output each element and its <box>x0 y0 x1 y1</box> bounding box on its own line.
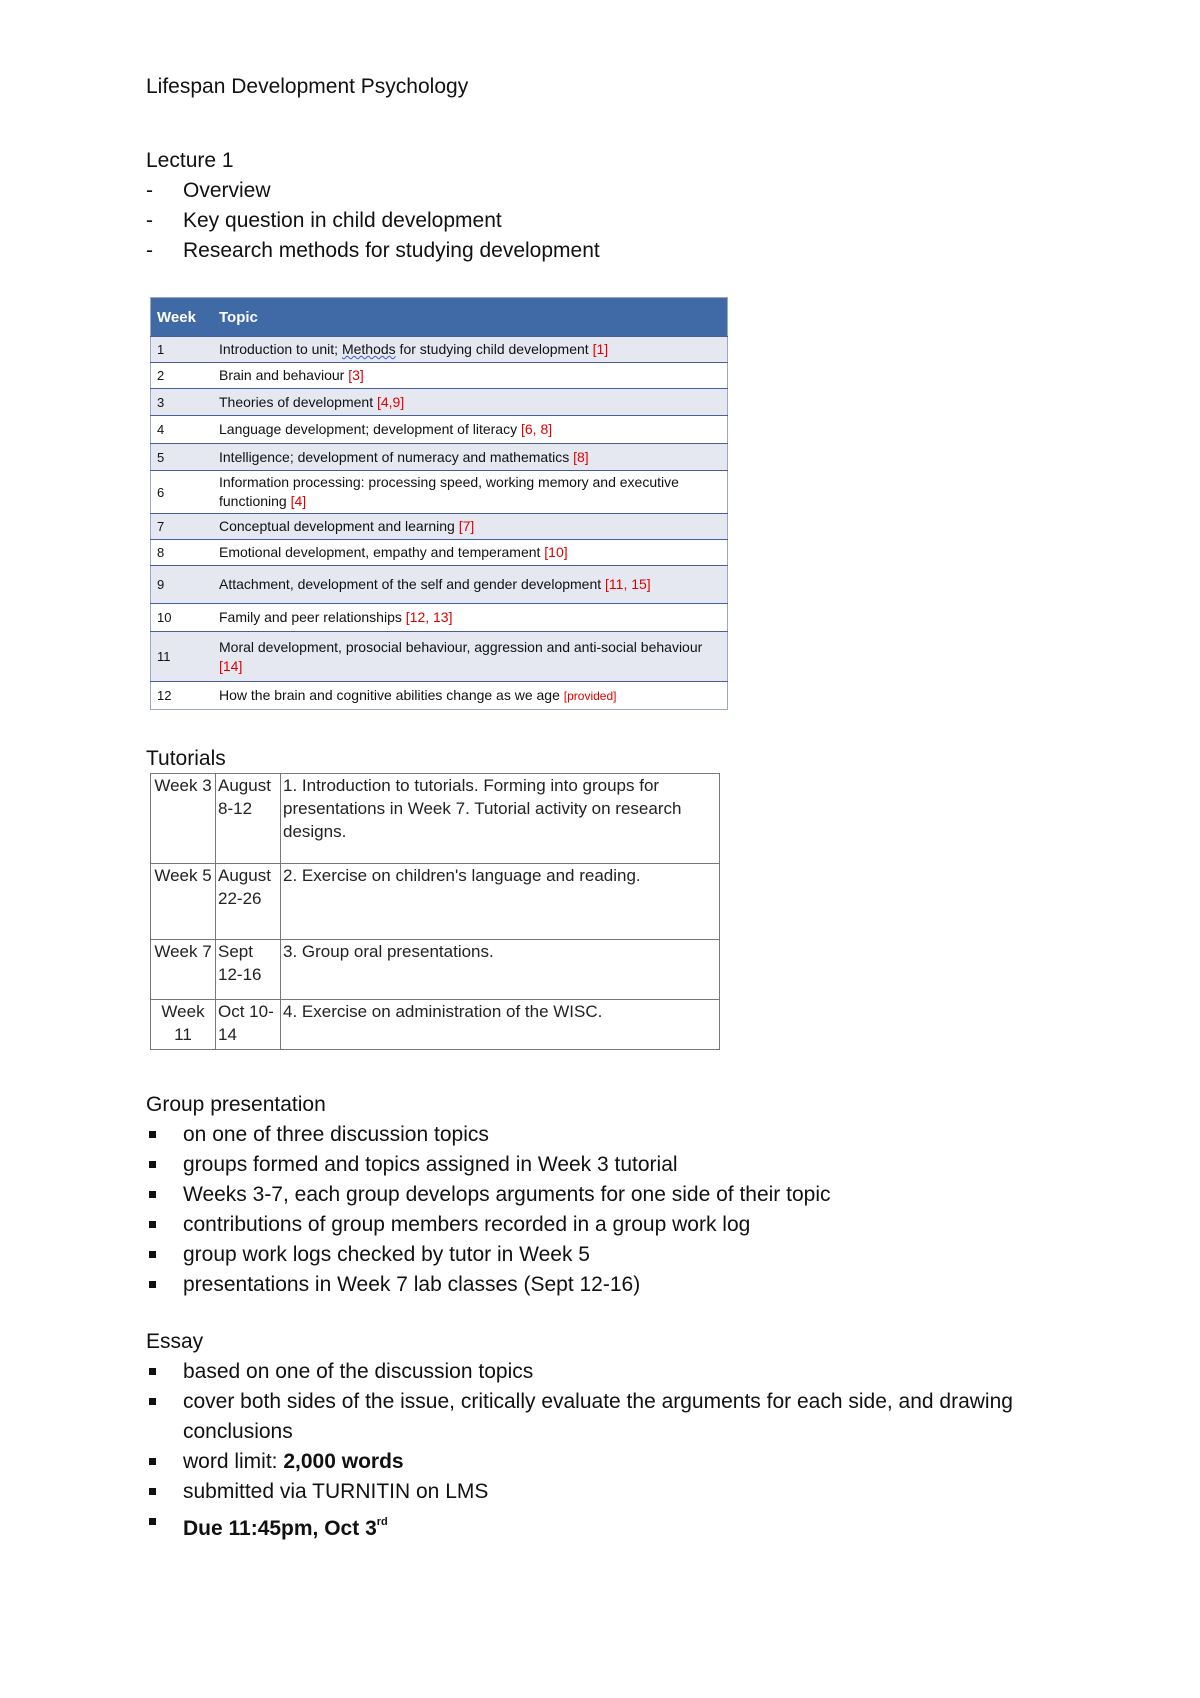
table-row: 9 Attachment, development of the self and gender development [11, 15] <box>151 566 728 604</box>
table-row: 11 Moral development, prosocial behaviour, aggression and anti-social behaviour [14] <box>151 632 728 682</box>
document-title: Lifespan Development Psychology <box>146 75 469 98</box>
bullet-icon <box>149 1488 156 1495</box>
bullet-icon <box>149 1131 156 1138</box>
tutorials-table <box>150 773 720 1050</box>
list-item: - Research methods for studying development <box>146 239 600 262</box>
lecture-heading: Lecture 1 <box>146 149 234 172</box>
table-row: 1 Introduction to unit; Methods for studying child development [1] <box>151 337 728 363</box>
header-topic: Topic <box>213 298 728 337</box>
lecture-list <box>146 176 600 266</box>
table-row: 2 Brain and behaviour [3] <box>151 363 728 389</box>
tutorial-dates: August 22-26 <box>216 864 281 940</box>
list-item: based on one of the discussion topics <box>146 1357 1083 1387</box>
list-item: groups formed and topics assigned in Week 3 tutorial <box>146 1150 830 1180</box>
table-row <box>151 774 720 864</box>
tutorial-week: Week 7 <box>151 940 216 1000</box>
table-row: 6 Information processing: processing speed, working memory and executive functioning [4] <box>151 471 728 514</box>
bullet-icon <box>149 1161 156 1168</box>
list-item: submitted via TURNITIN on LMS <box>146 1477 1083 1507</box>
table-row <box>151 940 720 1000</box>
table-header-row <box>151 298 728 337</box>
bullet-icon <box>149 1281 156 1288</box>
table-row: 10 Family and peer relationships [12, 13] <box>151 604 728 632</box>
table-row: 4 Language development; development of literacy [6, 8] <box>151 416 728 444</box>
list-item: - Key question in child development <box>146 209 502 232</box>
table-row: 12 How the brain and cognitive abilities change as we age [provided] <box>151 682 728 710</box>
bullet-icon <box>149 1251 156 1258</box>
list-item: contributions of group members recorded in a group work log <box>146 1210 830 1240</box>
table-row <box>151 864 720 940</box>
tutorials-heading: Tutorials <box>146 747 226 770</box>
group-presentation-list <box>146 1120 830 1300</box>
list-item: on one of three discussion topics <box>146 1120 830 1150</box>
tutorial-desc: 4. Exercise on administration of the WISC. <box>281 1000 720 1050</box>
bullet-icon <box>149 1518 156 1525</box>
list-item: word limit: 2,000 words <box>146 1447 1083 1477</box>
header-week: Week <box>151 298 214 337</box>
bullet-icon <box>149 1191 156 1198</box>
tutorial-desc: 3. Group oral presentations. <box>281 940 720 1000</box>
essay-list <box>146 1357 1083 1544</box>
list-item: - Overview <box>146 179 271 202</box>
group-presentation-heading: Group presentation <box>146 1093 326 1116</box>
bullet-icon <box>149 1368 156 1375</box>
bullet-icon <box>149 1458 156 1465</box>
table-row: 3 Theories of development [4,9] <box>151 389 728 416</box>
tutorial-dates: Oct 10-14 <box>216 1000 281 1050</box>
bullet-icon <box>149 1398 156 1405</box>
tutorial-week: Week 11 <box>151 1000 216 1050</box>
table-row: 7 Conceptual development and learning [7] <box>151 514 728 540</box>
tutorial-dates: August 8-12 <box>216 774 281 864</box>
tutorial-week: Week 5 <box>151 864 216 940</box>
tutorial-dates: Sept 12-16 <box>216 940 281 1000</box>
tutorial-desc: 2. Exercise on children's language and reading. <box>281 864 720 940</box>
list-item: Due 11:45pm, Oct 3rd <box>146 1507 1083 1544</box>
table-row <box>151 1000 720 1050</box>
essay-heading: Essay <box>146 1330 204 1353</box>
topic-table <box>150 297 728 710</box>
list-item: Weeks 3-7, each group develops arguments for one side of their topic <box>146 1180 830 1210</box>
tutorial-desc: 1. Introduction to tutorials. Forming into groups for presentations in Week 7. Tutorial activity on research designs. <box>281 774 720 864</box>
tutorial-week: Week 3 <box>151 774 216 864</box>
table-row: 5 Intelligence; development of numeracy and mathematics [8] <box>151 444 728 471</box>
table-row: 8 Emotional development, empathy and temperament [10] <box>151 540 728 566</box>
list-item: cover both sides of the issue, critically evaluate the arguments for each side, and drawing conclusions <box>146 1387 1083 1447</box>
list-item: group work logs checked by tutor in Week 5 <box>146 1240 830 1270</box>
list-item: presentations in Week 7 lab classes (Sept 12-16) <box>146 1270 830 1300</box>
bullet-icon <box>149 1221 156 1228</box>
